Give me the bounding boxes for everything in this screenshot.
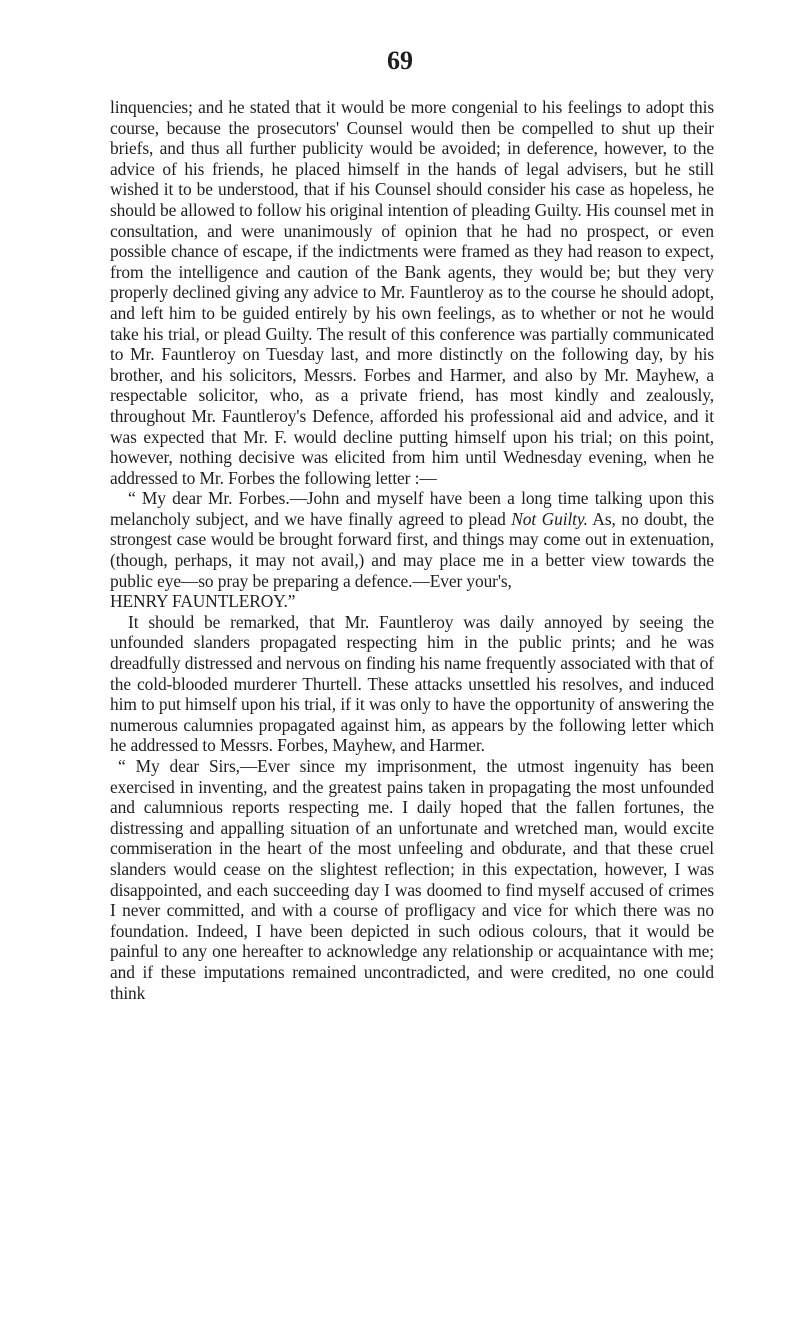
body-text <box>110 97 714 1003</box>
paragraph: It should be remarked, that Mr. Fauntleroy was daily annoyed by seeing the unfounded slanders propagated respecting him in the public prints; and he was dreadfully distressed and nervous on finding his name frequently associated with that of the cold-blooded murderer Thurtell. These attacks unsettled his resolves, and induced him to put himself upon his trial, if it was only to have the opportunity of answering the numerous calumnies propagated against him, as appears by the following letter which he addressed to Messrs. Forbes, Mayhew, and Harmer. <box>110 611 714 756</box>
letter-forbes <box>110 488 714 591</box>
letter-emphasis: Not Guilty. <box>511 508 588 529</box>
letter-text-continued: As, no doubt, the strongest case would be brought forward first, and things may come out in extenuation, (though, perhaps, it may not avail,) and may place me in a better view towards the public eye—so pray be preparing a defence.—Ever your's, <box>110 508 715 591</box>
letter-signature: HENRY FAUNTLEROY.” <box>110 591 296 612</box>
paragraph: linquencies; and he stated that it would be more congenial to his feelings to adopt this course, because the prosecutors' Counsel would then be compelled to shut up their briefs, and thus all further publicity would be avoided; in deference, however, to the advice of his friends, he placed himself in the hands of legal advisers, but he still wished it to be understood, that if his Counsel should consider his case as hopeless, he should be allowed to follow his original intention of pleading Guilty. His counsel met in consultation, and were unanimously of opinion that he had no prospect, or even possible chance of escape, if the indictments were framed as they had reason to expect, from the intelligence and caution of the Bank agents, they would be; but they very properly declined giving any advice to Mr. Fauntleroy as to the course he should adopt, and left him to be guided entirely by his own feelings, as to whether or not he would take his trial, or plead Guilty. The result of this conference was partially communicated to Mr. Fauntleroy on Tuesday last, and more distinctly on the following day, by his brother, and his solicitors, Messrs. Forbes and Harmer, and also by Mr. Mayhew, a respectable solicitor, who, as a private friend, has most kindly and zealously, throughout Mr. Fauntleroy's Defence, afforded his professional aid and advice, and it was expected that Mr. F. would decline putting himself upon his trial; on this point, however, nothing decisive was elicited from him until Wednesday evening, when he addressed to Mr. Forbes the following letter :— <box>110 97 714 488</box>
letter-sirs: “ My dear Sirs,—Ever since my imprisonment, the utmost ingenuity has been exercised in inventing, and the greatest pains taken in propagating the most unfounded and calumnious reports respecting me. I daily hoped that the fallen fortunes, the distressing and appalling situation of an unfortunate and wretched man, would excite commiseration in the heart of the most unfeeling and obdurate, and that these cruel slanders would cease on the slightest reflection; in this expectation, however, I was disappointed, and each succeeding day I was doomed to find myself accused of crimes I never committed, and with a course of profligacy and vice for which there was no foundation. Indeed, I have been depicted in such odious colours, that it would be painful to any one hereafter to acknowledge any relationship or acquaintance with me; and if these imputations remained uncontradicted, and were credited, no one could think <box>110 756 714 1003</box>
letter-text: “ My dear Mr. Forbes.—John and myself have been a long time talking upon this melancholy subject, and we have finally agreed to plead <box>110 488 714 529</box>
page-number: 69 <box>387 46 413 75</box>
